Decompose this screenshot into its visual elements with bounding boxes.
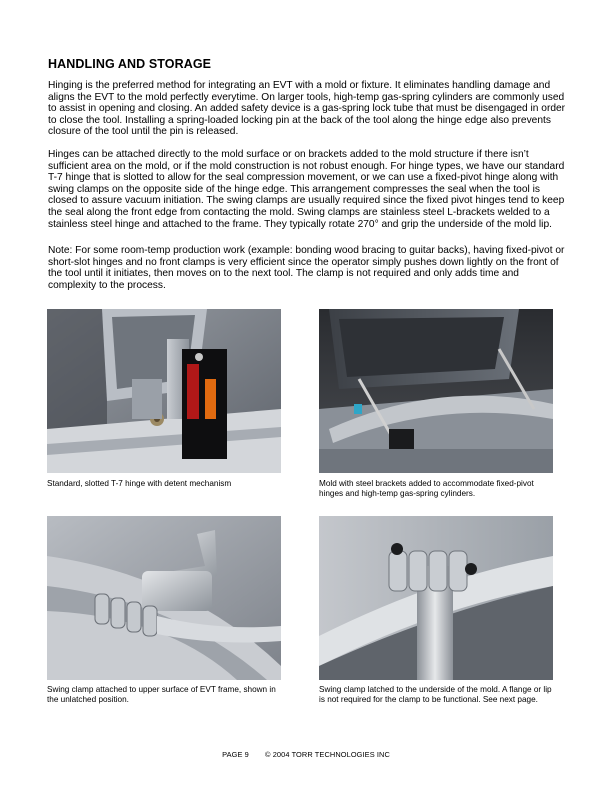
swing-clamp-latched-illustration: [319, 516, 553, 680]
photo-swing-clamp-unlatched: [47, 516, 281, 680]
paragraph-hinge-types: Hinges can be attached directly to the mold surface or on brackets added to the mold structure if there isn’t sufficient area on the mold, or if the mold construction is not robust enough. For hinge types, we have our standard T-7 hinge that is slotted to allow for the seal compression movement, or we can use a fixed-pivot hinge along with swing clamps on the opposite side of the hinge edge. This arrangement compresses the seal when the tool is closed to assure vacuum initiation. The swing clamps are usually required since the fixed pivot hinges tend to keep the seal along the front edge from contacting the mold. Swing clamps are stainless steel L-brackets welded to a stainless steel hinge and attached to the frame. They typically rotate 270° and grip the underside of the mold lip.: [48, 149, 565, 230]
page-number: PAGE 9: [222, 750, 249, 759]
t7-hinge-illustration: [47, 309, 281, 473]
caption-t7-hinge: Standard, slotted T-7 hinge with detent mechanism: [47, 479, 232, 488]
caption-mold-brackets: Mold with steel brackets added to accommodate fixed-pivot hinges and high-temp gas-spring cylinders.: [319, 479, 534, 498]
section-heading: HANDLING AND STORAGE: [48, 57, 212, 71]
copyright: © 2004 TORR TECHNOLOGIES INC: [265, 750, 390, 759]
paragraph-hinging: Hinging is the preferred method for integrating an EVT with a mold or fixture. It eliminates handling damage and aligns the EVT to the mold perfectly everytime. On larger tools, high-temp gas-spring cylinders are commonly used to assist in opening and closing. An added safety device is a gas-spring lock tube that must be disengaged in order to close the tool. Installing a spring-loaded locking pin at the back of the tool along the hinge edge also prevents closure of the tool until the pin is released.: [48, 80, 566, 138]
swing-clamp-unlatched-illustration: [47, 516, 281, 680]
page-footer: [0, 750, 612, 759]
paragraph-note: Note: For some room-temp production work (example: bonding wood bracing to guitar backs), having fixed-pivot or short-slot hinges and no front clamps is very efficient since the operator simply pushes down lightly on the front of the tool until it initiates, then moves on to the next tool. The clamp is not required and only adds time and complexity to the process.: [48, 245, 565, 291]
mold-brackets-illustration: [319, 309, 553, 473]
photo-swing-clamp-latched: [319, 516, 553, 680]
caption-swing-clamp-unlatched: Swing clamp attached to upper surface of EVT frame, shown in the unlatched position.: [47, 685, 276, 704]
caption-swing-clamp-latched: Swing clamp latched to the underside of the mold. A flange or lip is not required for the clamp to be functional. See next page.: [319, 685, 552, 704]
photo-t7-hinge: [47, 309, 281, 473]
photo-mold-brackets: [319, 309, 553, 473]
